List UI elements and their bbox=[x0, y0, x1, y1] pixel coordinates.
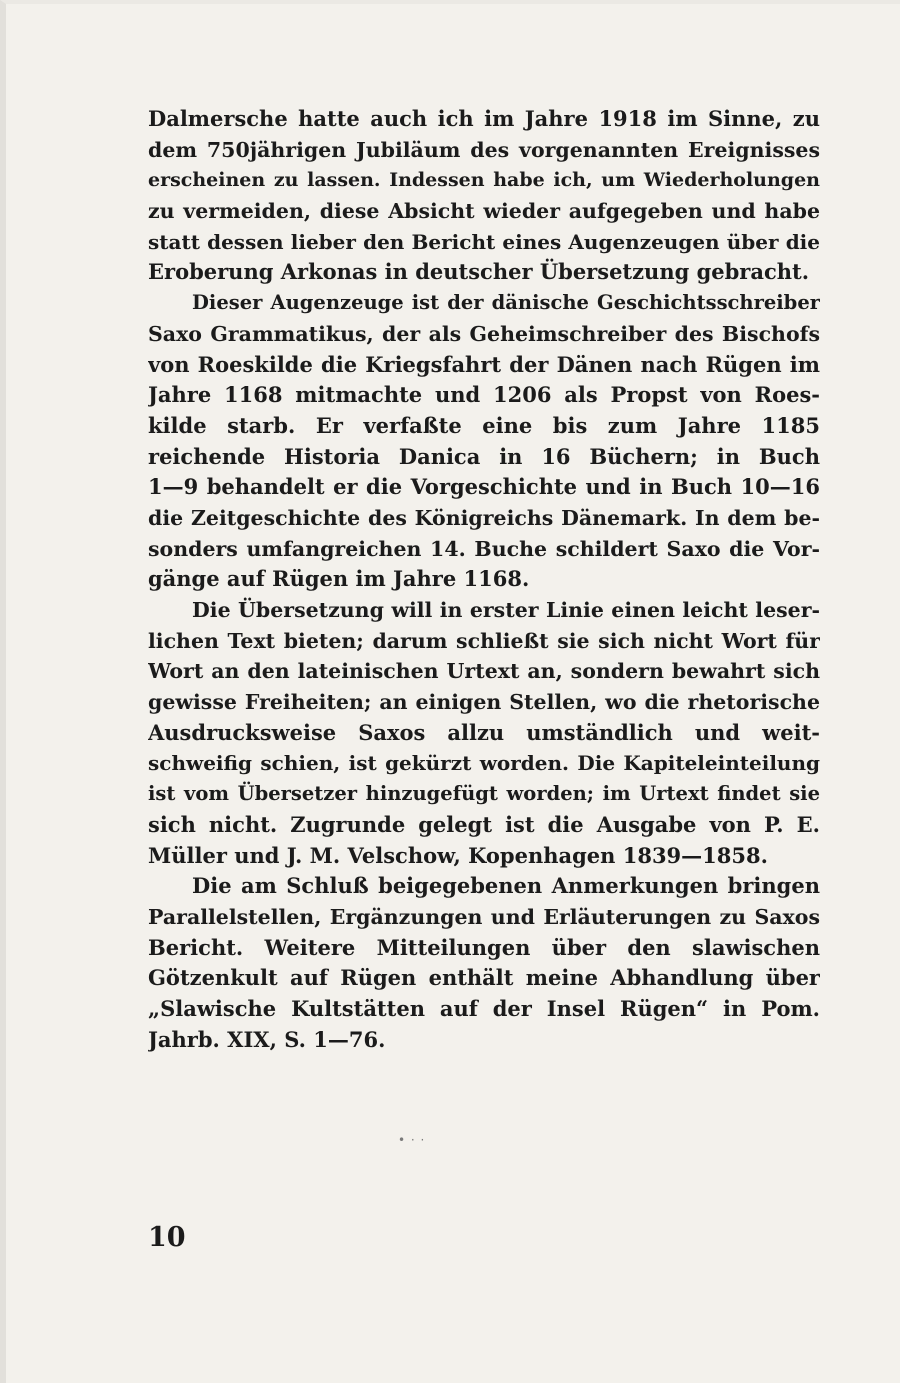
text-line: reichende Historia Danica in 16 Büchern; in Buch bbox=[148, 443, 820, 469]
text-line: ist vom Übersetzer hinzugefügt worden; im Urtext findet sie bbox=[148, 782, 820, 806]
text-line: Wort an den lateinischen Urtext an, sondern bewahrt sich bbox=[148, 659, 820, 684]
text-line: gänge auf Rügen im Jahre 1168. bbox=[148, 566, 530, 592]
text-line: „Slawische Kultstätten auf der Insel Rügen“ in Pom. bbox=[148, 995, 820, 1021]
text-line: von Roeskilde die Kriegsfahrt der Dänen nach Rügen im bbox=[148, 351, 820, 377]
text-line: Ausdrucksweise Saxos allzu umständlich und weit- bbox=[148, 719, 820, 745]
text-line: Dieser Augenzeuge ist der dänische Geschichtsschreiber bbox=[192, 291, 820, 315]
text-line: sich nicht. Zugrunde gelegt ist die Ausgabe von P. E. bbox=[148, 811, 820, 837]
text-line: Götzenkult auf Rügen enthält meine Abhandlung über bbox=[148, 965, 820, 991]
text-line: Jahre 1168 mitmachte und 1206 als Propst von Roes- bbox=[148, 382, 820, 408]
text-line: Dalmersche hatte auch ich im Jahre 1918 im Sinne, zu bbox=[148, 106, 820, 131]
text-line: Saxo Grammatikus, der als Geheimschreiber des Bischofs bbox=[148, 321, 820, 346]
section-separator: • · · bbox=[398, 1133, 426, 1147]
text-line: Müller und J. M. Velschow, Kopenhagen 1839—1858. bbox=[148, 842, 768, 868]
text-line: Die am Schluß beigegebenen Anmerkungen bringen bbox=[192, 873, 820, 899]
text-line: lichen Text bieten; darum schließt sie sich nicht Wort für bbox=[148, 628, 820, 653]
text-line: erscheinen zu lassen. Indessen habe ich, um Wiederholungen bbox=[148, 169, 820, 192]
text-line: statt dessen lieber den Bericht eines Augenzeugen über die bbox=[148, 229, 820, 254]
text-line: Jahrb. XIX, S. 1—76. bbox=[148, 1026, 386, 1052]
text-line: sonders umfangreichen 14. Buche schildert Saxo die Vor- bbox=[148, 536, 820, 561]
text-line: Die Übersetzung will in erster Linie einen leicht leser- bbox=[192, 598, 820, 622]
text-line: zu vermeiden, diese Absicht wieder aufgegeben und habe bbox=[148, 199, 820, 224]
page-number: 10 bbox=[148, 1222, 186, 1253]
text-line: Eroberung Arkonas in deutscher Übersetzung gebracht. bbox=[148, 259, 810, 285]
body-text bbox=[148, 104, 820, 1055]
text-line: 1—9 behandelt er die Vorgeschichte und in Buch 10—16 bbox=[148, 474, 820, 500]
text-line: Parallelstellen, Ergänzungen und Erläuterungen zu Saxos bbox=[148, 904, 820, 929]
text-line: dem 750jährigen Jubiläum des vorgenannten Ereignisses bbox=[148, 137, 820, 162]
text-line: schweifig schien, ist gekürzt worden. Die Kapiteleinteilung bbox=[148, 751, 820, 776]
text-line: Bericht. Weitere Mitteilungen über den slawischen bbox=[148, 934, 820, 960]
text-line: kilde starb. Er verfaßte eine bis zum Jahre 1185 bbox=[148, 412, 820, 438]
text-line: gewisse Freiheiten; an einigen Stellen, wo die rhetorische bbox=[148, 690, 820, 715]
text-line: die Zeitgeschichte des Königreichs Dänemark. In dem be- bbox=[148, 505, 820, 530]
